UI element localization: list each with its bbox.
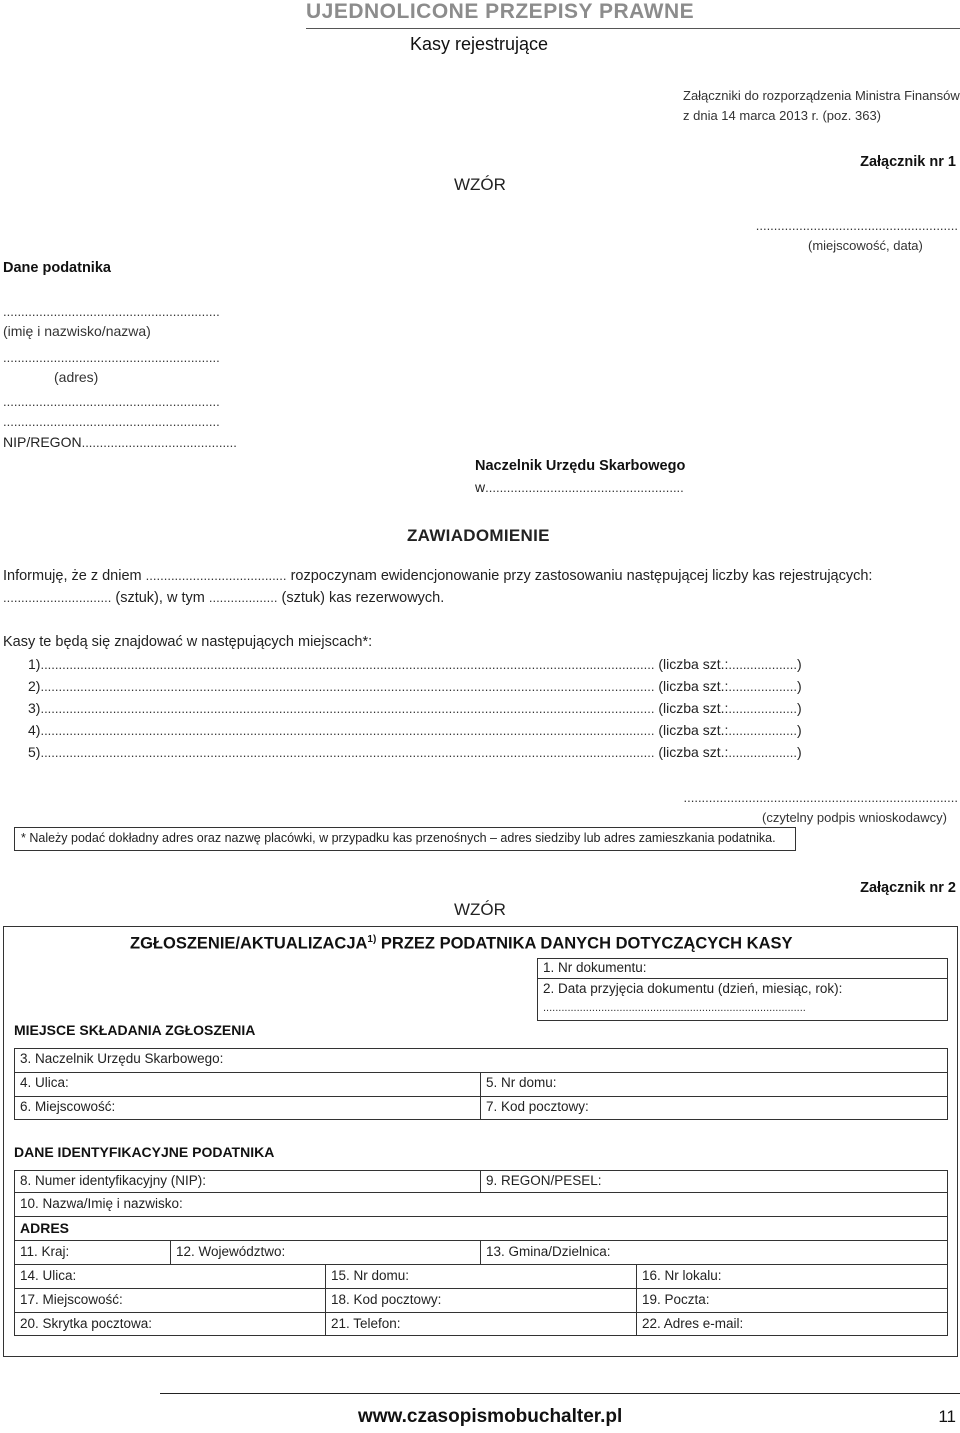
- location-row: [28, 678, 802, 694]
- location-row: [28, 744, 802, 760]
- location-dots: ..........................................................................................................................................................................: [40, 723, 655, 738]
- location-dots: ..........................................................................................................................................................................: [40, 679, 655, 694]
- p1-b: rozpoczynam ewidencjonowanie przy zastosowaniu następującej liczby kas rejestrujących:: [290, 568, 873, 584]
- location-count-dots: ...................: [728, 723, 797, 738]
- addr-postal-code-field[interactable]: 18. Kod pocztowy:: [331, 1292, 442, 1307]
- locations-intro: Kasy te będą się znajdować w następujących miejscach*:: [3, 634, 373, 650]
- form2-title-b: PRZEZ PODATNIKA DANYCH DOTYCZĄCYCH KASY: [380, 934, 793, 953]
- location-dots: ..........................................................................................................................................................................: [40, 745, 655, 760]
- addr-apartment-field[interactable]: 16. Nr lokalu:: [642, 1268, 722, 1283]
- location-count-dots: ...................: [728, 679, 797, 694]
- location-row: [28, 700, 802, 716]
- id-table-row-line: [14, 1288, 948, 1289]
- location-count-label: (liczba szt.:: [658, 744, 729, 760]
- location-close: ): [797, 700, 802, 716]
- address-label: (adres): [54, 369, 99, 385]
- form1-annex-label: Załącznik nr 1: [860, 154, 956, 170]
- addr-street-field[interactable]: 14. Ulica:: [20, 1268, 77, 1283]
- signature-dots: ............................................................................: [683, 790, 958, 805]
- office-dots: .......................................................: [485, 480, 684, 495]
- footer-website-link[interactable]: www.czasopismobuchalter.pl: [358, 1406, 623, 1427]
- id-table-row-line: [14, 1240, 948, 1241]
- footnote-box: [14, 827, 796, 851]
- municipality-field[interactable]: 13. Gmina/Dzielnica:: [486, 1244, 611, 1259]
- journal-title: UJEDNOLICONE PRZEPISY PRAWNE: [306, 0, 695, 23]
- p1-a: Informuję, że z dniem: [3, 568, 142, 584]
- footer-rule: [160, 1393, 960, 1394]
- nip-line: [3, 434, 237, 450]
- country-field[interactable]: 11. Kraj:: [20, 1244, 70, 1259]
- name-field[interactable]: 10. Nazwa/Imię i nazwisko:: [20, 1196, 183, 1211]
- form2-wzor: WZÓR: [454, 900, 506, 919]
- house-number-field[interactable]: 5. Nr domu:: [486, 1075, 557, 1090]
- location-close: ): [797, 722, 802, 738]
- name-dots: ............................................................: [3, 304, 220, 319]
- id-table-row-line: [14, 1192, 948, 1193]
- office-w: w: [475, 479, 486, 495]
- p1-d: (sztuk) kas rezerwowych.: [281, 590, 445, 606]
- location-close: ): [797, 678, 802, 694]
- p1-count-dots: ..............................: [3, 590, 112, 605]
- notice-paragraph-line2: [3, 590, 444, 606]
- location-num: 3): [28, 700, 41, 716]
- nip-label: NIP/REGON: [3, 434, 82, 450]
- p1-c: (sztuk), w tym: [115, 590, 205, 606]
- id-heading: DANE IDENTYFIKACYJNE PODATNIKA: [14, 1144, 275, 1160]
- location-num: 4): [28, 722, 41, 738]
- location-num: 1): [28, 656, 41, 672]
- signature-label: (czytelny podpis wnioskodawcy): [762, 810, 947, 825]
- regon-pesel-field[interactable]: 9. REGON/PESEL:: [486, 1173, 602, 1188]
- taxpayer-heading: Dane podatnika: [3, 260, 111, 276]
- province-field[interactable]: 12. Województwo:: [176, 1244, 286, 1259]
- postal-code-field[interactable]: 7. Kod pocztowy:: [486, 1099, 589, 1114]
- email-field[interactable]: 22. Adres e-mail:: [642, 1316, 744, 1331]
- location-close: ): [797, 656, 802, 672]
- office-line: [475, 479, 684, 495]
- office-heading: Naczelnik Urzędu Skarbowego: [475, 458, 686, 474]
- place-date-label: (miejscowość, data): [808, 238, 923, 253]
- notice-title: ZAWIADOMIENIE: [407, 526, 550, 545]
- doc-date-dots: ......................................................................................: [543, 1002, 806, 1014]
- footnote-text: * Należy podać dokładny adres oraz nazwę placówki, w przypadku kas przenośnych – adres siedziby lub adres zamieszkania podatnika.: [21, 831, 776, 845]
- notice-paragraph-line1: [3, 568, 872, 584]
- form2-title-a: ZGŁOSZENIE/AKTUALIZACJA: [130, 934, 368, 953]
- p1-reserve-dots: ...................: [208, 590, 278, 605]
- form1-wzor: WZÓR: [454, 175, 506, 194]
- form2-title-sup: 1): [367, 934, 377, 945]
- nip-dots: ...........................................: [81, 435, 237, 450]
- nip-field[interactable]: 8. Numer identyfikacyjny (NIP):: [20, 1173, 207, 1188]
- address-dots-1: ............................................................: [3, 350, 220, 365]
- header-rule: [306, 28, 960, 29]
- id-table-row-line: [14, 1264, 948, 1265]
- form2-annex-label: Załącznik nr 2: [860, 880, 956, 896]
- city-field[interactable]: 6. Miejscowość:: [20, 1099, 116, 1114]
- page-number: 11: [938, 1407, 956, 1426]
- office-field[interactable]: 3. Naczelnik Urzędu Skarbowego:: [20, 1051, 224, 1066]
- location-close: ): [797, 744, 802, 760]
- place-heading: MIEJSCE SKŁADANIA ZGŁOSZENIA: [14, 1022, 256, 1038]
- location-count-dots: ...................: [728, 701, 797, 716]
- adres-heading: ADRES: [20, 1220, 70, 1236]
- location-num: 5): [28, 744, 41, 760]
- addr-city-field[interactable]: 17. Miejscowość:: [20, 1292, 123, 1307]
- location-dots: ..........................................................................................................................................................................: [40, 657, 655, 672]
- location-count-dots: ...................: [728, 745, 797, 760]
- annex-note-line1: Załączniki do rozporządzenia Ministra Finansów: [683, 88, 960, 103]
- location-count-label: (liczba szt.:: [658, 722, 729, 738]
- p1-date-dots: .......................................: [145, 568, 287, 583]
- section-title: Kasy rejestrujące: [410, 34, 549, 54]
- place-date-dots: ........................................................: [755, 218, 958, 233]
- addr-house-number-field[interactable]: 15. Nr domu:: [331, 1268, 410, 1283]
- id-table-row-line: [14, 1216, 948, 1217]
- street-field[interactable]: 4. Ulica:: [20, 1075, 69, 1090]
- annex-note-line2: z dnia 14 marca 2013 r. (poz. 363): [683, 108, 882, 123]
- location-num: 2): [28, 678, 41, 694]
- doc-date-field[interactable]: 2. Data przyjęcia dokumentu (dzień, miesiąc, rok):: [543, 981, 843, 996]
- form2-title: [130, 934, 793, 954]
- doc-number-field[interactable]: 1. Nr dokumentu:: [543, 960, 647, 975]
- id-table-row-line: [14, 1312, 948, 1313]
- phone-field[interactable]: 21. Telefon:: [331, 1316, 401, 1331]
- address-dots-2: ............................................................: [3, 394, 220, 409]
- name-label: (imię i nazwisko/nazwa): [3, 323, 151, 339]
- location-count-label: (liczba szt.:: [658, 678, 729, 694]
- po-box-field[interactable]: 20. Skrytka pocztowa:: [20, 1316, 153, 1331]
- location-dots: ..........................................................................................................................................................................: [40, 701, 655, 716]
- location-row: [28, 722, 802, 738]
- location-count-dots: ...................: [728, 657, 797, 672]
- location-count-label: (liczba szt.:: [658, 656, 729, 672]
- location-row: [28, 656, 802, 672]
- location-count-label: (liczba szt.:: [658, 700, 729, 716]
- addr-post-office-field[interactable]: 19. Poczta:: [642, 1292, 710, 1307]
- address-dots-3: ............................................................: [3, 414, 220, 429]
